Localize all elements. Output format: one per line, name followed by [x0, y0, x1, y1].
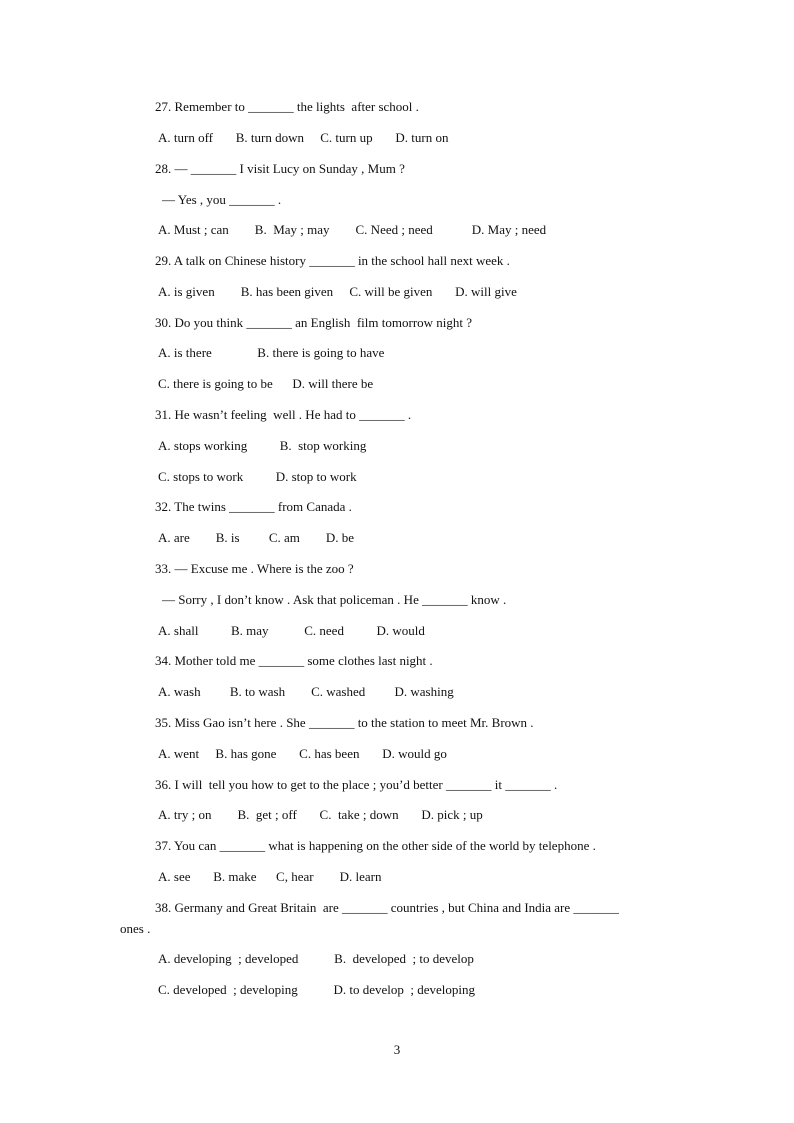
- question-31-stem: 31. He wasn’t feeling well . He had to _______ .: [155, 407, 412, 422]
- question-34-stem: 34. Mother told me _______ some clothes last night .: [155, 653, 433, 668]
- question-37-stem: 37. You can _______ what is happening on the other side of the world by telephone .: [155, 838, 596, 853]
- question-35-options: A. went B. has gone C. has been D. would go: [158, 746, 447, 761]
- question-33-stem: 33. — Excuse me . Where is the zoo ?: [155, 561, 354, 576]
- question-27-stem: 27. Remember to _______ the lights after school .: [155, 99, 419, 114]
- question-37-options: A. see B. make C, hear D. learn: [158, 869, 382, 884]
- question-32-options: A. are B. is C. am D. be: [158, 530, 355, 545]
- question-31-options-row2: C. stops to work D. stop to work: [158, 469, 357, 484]
- question-38-options-row1: A. developing ; developed B. developed ; to develop: [158, 951, 474, 966]
- question-38-options-row2: C. developed ; developing D. to develop ; developing: [158, 982, 475, 997]
- question-30-stem: 30. Do you think _______ an English film tomorrow night ?: [155, 315, 473, 330]
- question-30-options-row2: C. there is going to be D. will there be: [158, 376, 374, 391]
- question-34-options: A. wash B. to wash C. washed D. washing: [158, 684, 454, 699]
- question-29-options: A. is given B. has been given C. will be given D. will give: [158, 284, 517, 299]
- question-33-response: — Sorry , I don’t know . Ask that policeman . He _______ know .: [162, 592, 507, 607]
- question-35-stem: 35. Miss Gao isn’t here . She _______ to the station to meet Mr. Brown .: [155, 715, 534, 730]
- question-38-stem-continued: ones .: [120, 921, 151, 936]
- question-33-options: A. shall B. may C. need D. would: [158, 623, 425, 638]
- question-29-stem: 29. A talk on Chinese history _______ in the school hall next week .: [155, 253, 510, 268]
- question-32-stem: 32. The twins _______ from Canada .: [155, 499, 352, 514]
- page-number: 3: [393, 1042, 401, 1057]
- question-31-options-row1: A. stops working B. stop working: [158, 438, 367, 453]
- question-28-options: A. Must ; can B. May ; may C. Need ; need D. May ; need: [158, 222, 547, 237]
- question-28-stem: 28. — _______ I visit Lucy on Sunday , Mum ?: [155, 161, 405, 176]
- question-27-options: A. turn off B. turn down C. turn up D. turn on: [158, 130, 449, 145]
- question-36-stem: 36. I will tell you how to get to the place ; you’d better _______ it _______ .: [155, 777, 558, 792]
- question-38-stem: 38. Germany and Great Britain are _______ countries , but China and India are _______: [155, 900, 619, 915]
- question-36-options: A. try ; on B. get ; off C. take ; down D. pick ; up: [158, 807, 483, 822]
- question-30-options-row1: A. is there B. there is going to have: [158, 345, 385, 360]
- question-28-response: — Yes , you _______ .: [162, 192, 282, 207]
